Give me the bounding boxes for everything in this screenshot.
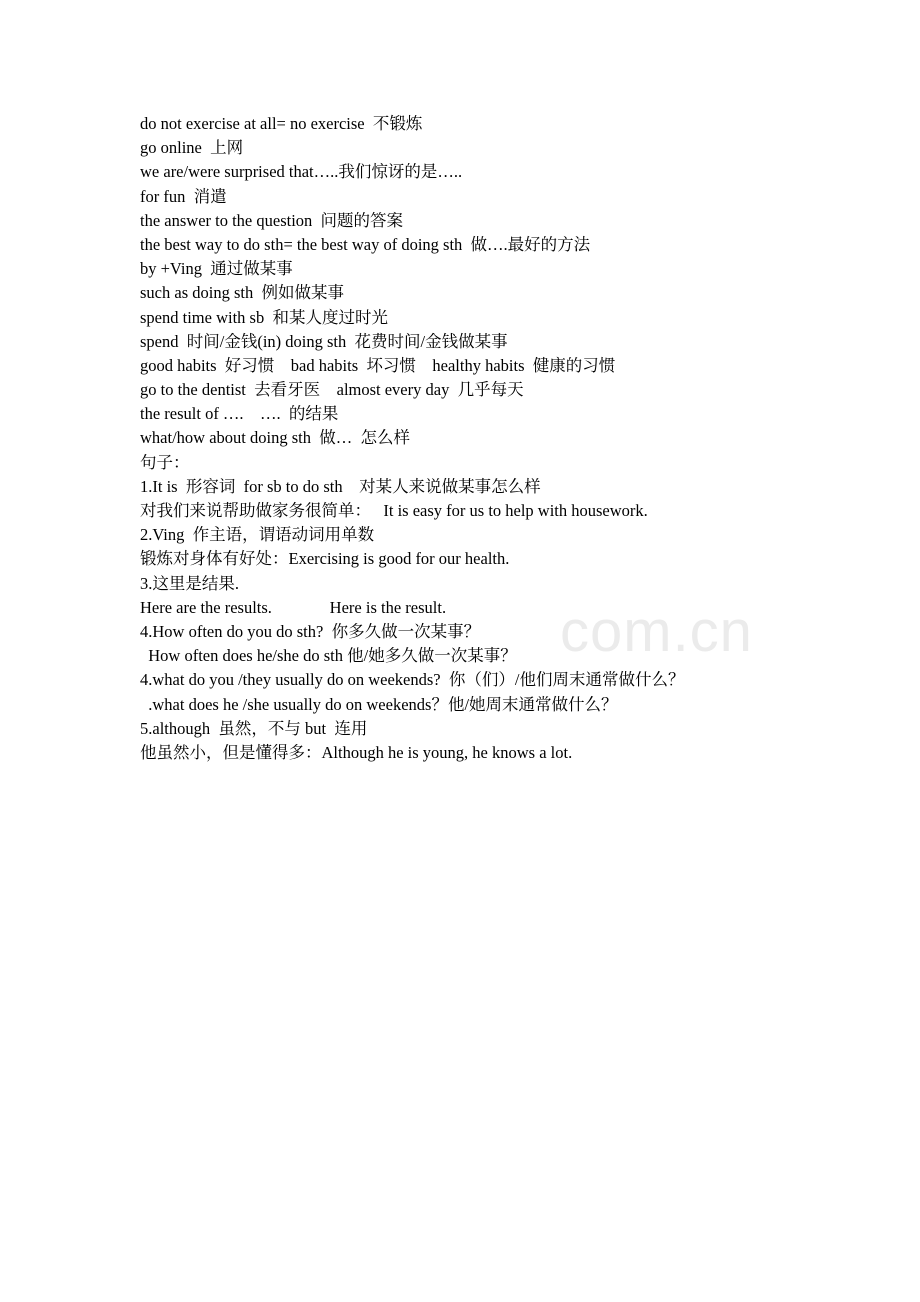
- phrase-line: such as doing sth 例如做某事: [140, 283, 344, 303]
- document-body: [140, 112, 780, 765]
- sentence-line: 对我们来说帮助做家务很简单： It is easy for us to help with housework.: [140, 501, 648, 520]
- phrase-line: we are/were surprised that…..我们惊讶的是…..: [140, 162, 463, 182]
- phrase-line: spend 时间/金钱(in) doing sth 花费时间/金钱做某事: [140, 331, 508, 351]
- sentence-line: 3.这里是结果.: [140, 573, 239, 593]
- phrase-line: by +Ving 通过做某事: [140, 259, 293, 279]
- phrase-line: the answer to the question 问题的答案: [140, 210, 404, 230]
- phrase-line: go online 上网: [140, 138, 244, 158]
- sentence-line: 1.It is 形容词 for sb to do sth 对某人来说做某事怎么样: [140, 476, 541, 496]
- sentence-line: Here are the results. Here is the result.: [140, 597, 447, 617]
- phrase-line: good habits 好习惯 bad habits 坏习惯 healthy habits 健康的习惯: [140, 355, 616, 375]
- sentence-line: .what does he /she usually do on weekends？他/她周末通常做什么？: [140, 694, 618, 714]
- phrase-line: what/how about doing sth 做… 怎么样: [140, 428, 410, 448]
- section-heading: 句子：: [140, 452, 190, 472]
- phrase-line: for fun 消遣: [140, 186, 227, 206]
- phrase-line: go to the dentist 去看牙医 almost every day 几乎每天: [140, 380, 524, 400]
- phrase-line: the result of …. …. 的结果: [140, 404, 339, 424]
- sentence-line: 4.How often do you do sth? 你多久做一次某事？: [140, 621, 481, 641]
- watermark: com.cn: [560, 599, 753, 664]
- phrase-line: do not exercise at all= no exercise 不锻炼: [140, 114, 423, 133]
- sentence-line: 锻炼对身体有好处：Exercising is good for our health.: [140, 549, 510, 569]
- phrase-line: the best way to do sth= the best way of doing sth 做….最好的方法: [140, 234, 591, 254]
- sentence-line: 5.although 虽然，不与 but 连用: [140, 718, 368, 738]
- sentence-line: 2.Ving 作主语，谓语动词用单数: [140, 525, 375, 545]
- phrase-line: spend time with sb 和某人度过时光: [140, 307, 388, 327]
- sentence-line: How often does he/she do sth 他/她多久做一次某事？: [140, 646, 517, 666]
- sentence-line: 他虽然小，但是懂得多：Although he is young, he knows a lot.: [140, 742, 573, 762]
- sentence-line: 4.what do you /they usually do on weekends? 你（们）/他们周末通常做什么？: [140, 670, 685, 690]
